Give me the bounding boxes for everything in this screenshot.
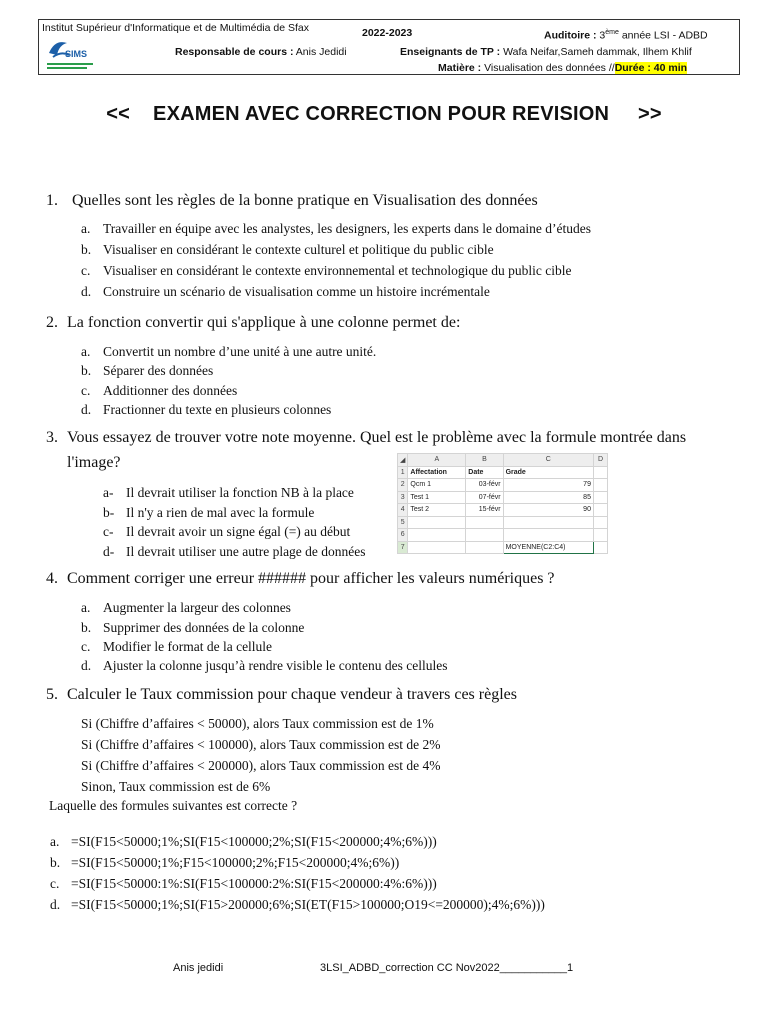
cell bbox=[593, 516, 607, 529]
enseignants: Enseignants de TP : Wafa Neifar,Sameh dammak, Ilhem Khlif bbox=[400, 46, 692, 58]
q5-option-letter: a. bbox=[50, 834, 60, 849]
row-number: 4 bbox=[398, 504, 408, 517]
q2-option-a: Convertit un nombre d’une unité à une autre unité. bbox=[103, 344, 377, 359]
q5-option-c: =SI(F15<50000:1%:SI(F15<100000:2%:SI(F15<200000:4%:6%))) bbox=[71, 876, 437, 891]
q2-option-letter: b. bbox=[81, 363, 92, 378]
cell bbox=[466, 529, 503, 542]
cell: Test 2 bbox=[408, 504, 466, 517]
q3-option-a: Il devrait utiliser la fonction NB à la place bbox=[126, 485, 354, 500]
q1-option-b: Visualiser en considérant le contexte culturel et politique du public cible bbox=[103, 242, 494, 257]
cell: Grade bbox=[503, 466, 593, 479]
q4-option-letter: b. bbox=[81, 620, 92, 635]
spreadsheet-row bbox=[398, 479, 608, 492]
q5-rule: Si (Chiffre d’affaires < 100000), alors Taux commission est de 2% bbox=[81, 737, 441, 752]
q5-option-letter: c. bbox=[50, 876, 60, 891]
q3-option-b: Il n'y a rien de mal avec la formule bbox=[126, 505, 315, 520]
cell: 03-févr bbox=[466, 479, 503, 492]
q4-option-a: Augmenter la largeur des colonnes bbox=[103, 600, 291, 615]
row-number: 1 bbox=[398, 466, 408, 479]
cell bbox=[408, 541, 466, 554]
q1-option-a: Travailler en équipe avec les analystes, les designers, les experts dans le domaine d’études bbox=[103, 221, 591, 236]
q1-option-letter: c. bbox=[81, 263, 91, 278]
cell bbox=[466, 516, 503, 529]
question-3-number: 3. bbox=[46, 429, 58, 446]
q5-rule: Sinon, Taux commission est de 6% bbox=[81, 779, 271, 794]
question-4-text: Comment corriger une erreur ###### pour afficher les valeurs numériques ? bbox=[67, 570, 555, 587]
q3-option-letter: a- bbox=[103, 485, 114, 500]
q1-option-c: Visualiser en considérant le contexte environnemental et technologique du public cible bbox=[103, 263, 572, 278]
cell bbox=[503, 516, 593, 529]
column-header: C bbox=[503, 454, 593, 467]
column-header: A bbox=[408, 454, 466, 467]
row-number: 5 bbox=[398, 516, 408, 529]
question-3-text-line2: l'image? bbox=[67, 454, 121, 471]
cell bbox=[503, 529, 593, 542]
question-5-number: 5. bbox=[46, 686, 58, 703]
spreadsheet-row bbox=[398, 466, 608, 479]
q3-option-letter: b- bbox=[103, 505, 115, 520]
q4-option-letter: c. bbox=[81, 639, 91, 654]
institute-name: Institut Supérieur d'Informatique et de Multimédia de Sfax bbox=[42, 22, 309, 34]
cell bbox=[593, 479, 607, 492]
q5-option-letter: d. bbox=[50, 897, 61, 912]
question-2-number: 2. bbox=[46, 314, 58, 331]
spreadsheet-column-header-row bbox=[398, 454, 608, 467]
footer-doc: 3LSI_ADBD_correction CC Nov2022___________1 bbox=[320, 962, 574, 974]
column-header: D bbox=[593, 454, 607, 467]
cell bbox=[593, 491, 607, 504]
q4-option-c: Modifier le format de la cellule bbox=[103, 639, 273, 654]
responsable: Responsable de cours : Anis Jedidi bbox=[175, 46, 347, 58]
cell bbox=[408, 516, 466, 529]
q3-option-letter: d- bbox=[103, 544, 115, 559]
corner-cell: ◢ bbox=[398, 454, 408, 467]
q3-option-letter: c- bbox=[103, 524, 114, 539]
page-title: << EXAMEN AVEC CORRECTION POUR REVISION >> bbox=[106, 103, 662, 125]
cell: 90 bbox=[503, 504, 593, 517]
question-3-text-line1: Vous essayez de trouver votre note moyenne. Quel est le problème avec la formule montrée dans bbox=[67, 429, 687, 446]
q1-option-letter: a. bbox=[81, 221, 91, 236]
spreadsheet-row bbox=[398, 529, 608, 542]
document-header bbox=[38, 19, 740, 75]
cell bbox=[593, 529, 607, 542]
q5-rule: Si (Chiffre d’affaires < 200000), alors Taux commission est de 4% bbox=[81, 758, 441, 773]
spreadsheet-row bbox=[398, 504, 608, 517]
cell: Affectation bbox=[408, 466, 466, 479]
q1-option-d: Construire un scénario de visualisation comme un histoire incrémentale bbox=[103, 284, 490, 299]
matiere: Matière : Visualisation des données //Durée : 40 min bbox=[438, 62, 688, 74]
q2-option-letter: a. bbox=[81, 344, 91, 359]
question-5-text: Calculer le Taux commission pour chaque vendeur à travers ces règles bbox=[67, 686, 517, 703]
cell: 07-févr bbox=[466, 491, 503, 504]
spreadsheet-row bbox=[398, 491, 608, 504]
auditoire: Auditoire : 3ème année LSI - ADBD bbox=[544, 29, 708, 42]
cell: 79 bbox=[503, 479, 593, 492]
cell: 15-févr bbox=[466, 504, 503, 517]
academic-year: 2022-2023 bbox=[362, 27, 413, 39]
q3-option-d: Il devrait utiliser une autre plage de données bbox=[126, 544, 366, 559]
question-1-number: 1. bbox=[46, 192, 58, 209]
row-number: 3 bbox=[398, 491, 408, 504]
q4-option-letter: d. bbox=[81, 658, 92, 673]
q5-option-letter: b. bbox=[50, 855, 61, 870]
q4-option-letter: a. bbox=[81, 600, 91, 615]
q2-option-d: Fractionner du texte en plusieurs colonnes bbox=[103, 402, 332, 417]
cell bbox=[593, 504, 607, 517]
isims-logo bbox=[45, 35, 97, 73]
spreadsheet-row bbox=[398, 516, 608, 529]
question-4-number: 4. bbox=[46, 570, 58, 587]
cell bbox=[593, 466, 607, 479]
footer-author: Anis jedidi bbox=[173, 962, 224, 974]
cell bbox=[593, 541, 607, 554]
q4-option-d: Ajuster la colonne jusqu’à rendre visible le contenu des cellules bbox=[103, 658, 448, 673]
q1-option-letter: d. bbox=[81, 284, 92, 299]
duree-highlight: Durée : 40 min bbox=[614, 62, 688, 74]
cell: Qcm 1 bbox=[408, 479, 466, 492]
cell bbox=[466, 541, 503, 554]
cell: Test 1 bbox=[408, 491, 466, 504]
question-2-text: La fonction convertir qui s'applique à une colonne permet de: bbox=[67, 314, 461, 331]
cell: Date bbox=[466, 466, 503, 479]
q2-option-letter: c. bbox=[81, 383, 91, 398]
spreadsheet-image bbox=[397, 453, 608, 555]
q4-option-b: Supprimer des données de la colonne bbox=[103, 620, 305, 635]
svg-text:SIMS: SIMS bbox=[65, 49, 88, 59]
q5-option-b: =SI(F15<50000;1%;F15<100000;2%;F15<200000;4%;6%)) bbox=[71, 855, 400, 870]
spreadsheet-row bbox=[398, 541, 608, 554]
row-number: 7 bbox=[398, 541, 408, 554]
row-number: 6 bbox=[398, 529, 408, 542]
formula-cell: MOYENNE(C2:C4) bbox=[503, 541, 593, 554]
question-1-text: Quelles sont les règles de la bonne pratique en Visualisation des données bbox=[72, 192, 538, 209]
q2-option-letter: d. bbox=[81, 402, 92, 417]
q3-option-c: Il devrait avoir un signe égal (=) au début bbox=[126, 524, 351, 539]
q1-option-letter: b. bbox=[81, 242, 92, 257]
cell bbox=[408, 529, 466, 542]
q5-rule: Si (Chiffre d’affaires < 50000), alors Taux commission est de 1% bbox=[81, 716, 434, 731]
q2-option-b: Séparer des données bbox=[103, 363, 214, 378]
column-header: B bbox=[466, 454, 503, 467]
row-number: 2 bbox=[398, 479, 408, 492]
q5-question: Laquelle des formules suivantes est correcte ? bbox=[49, 798, 298, 813]
q2-option-c: Additionner des données bbox=[103, 383, 238, 398]
q5-option-a: =SI(F15<50000;1%;SI(F15<100000;2%;SI(F15<200000;4%;6%))) bbox=[71, 834, 437, 849]
q5-option-d: =SI(F15<50000;1%;SI(F15>200000;6%;SI(ET(F15>100000;O19<=200000);4%;6%))) bbox=[71, 897, 545, 912]
cell: 85 bbox=[503, 491, 593, 504]
